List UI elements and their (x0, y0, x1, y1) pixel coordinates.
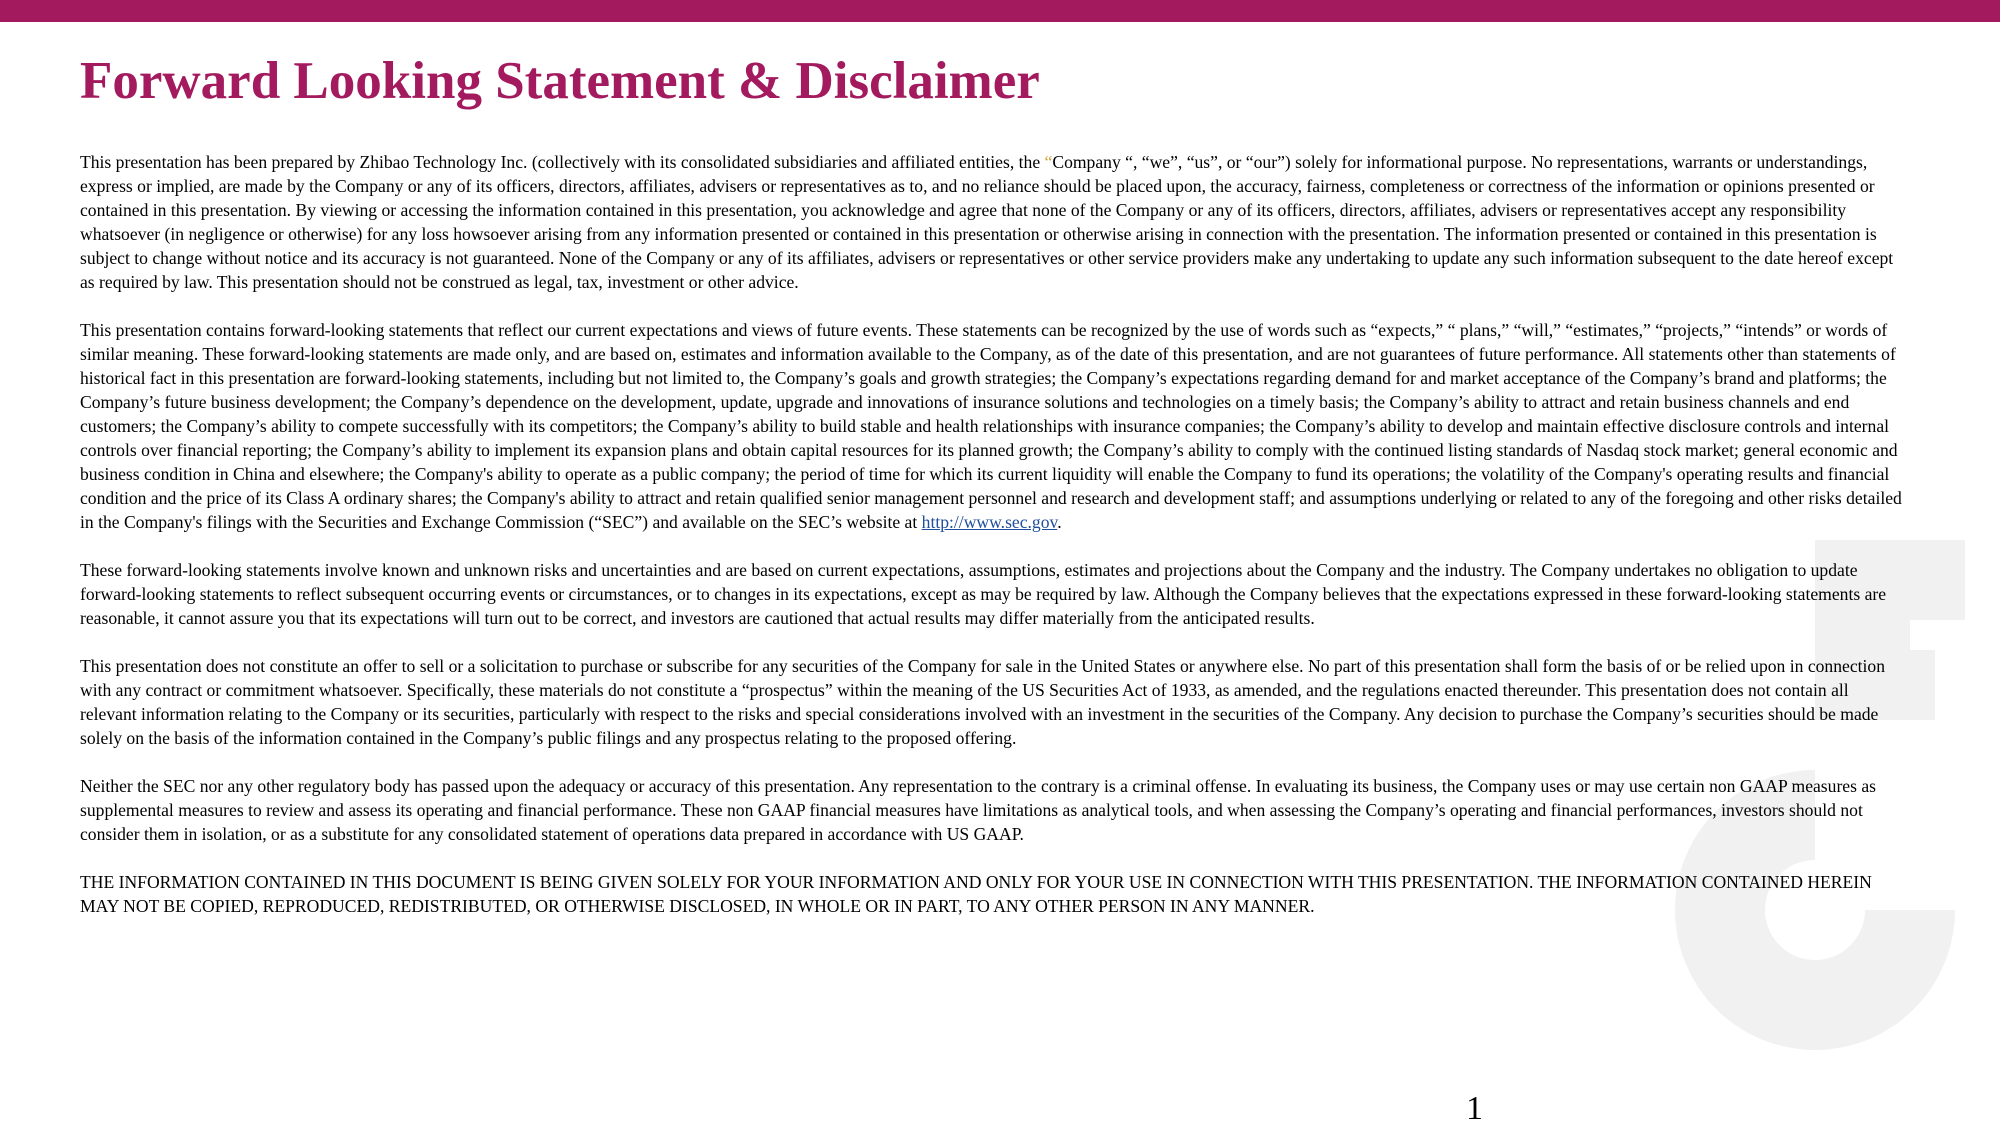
paragraph-text: Company “, “we”, “us”, or “our”) solely for informational purpose. No representations, warrants or understandings, express or implied, are made by the Company or any of its officers, directors, affiliates, advisers or representatives as to, and no reliance should be placed upon, the accuracy, fairness, completeness or correctness of the information or opinions presented or contained in this presentation. By viewing or accessing the information contained in this presentation, you acknowledge and agree that none of the Company or any of its officers, directors, affiliates, advisers or representatives accept any responsibility whatsoever (in negligence or otherwise) for any loss howsoever arising from any information presented or contained in this presentation or otherwise arising in connection with the presentation. The information presented or contained in this presentation is subject to change without notice and its accuracy is not guaranteed. None of the Company or any of its affiliates, advisers or representatives or other service providers make any undertaking to update any such information subsequent to the date hereof except as required by law. This presentation should not be construed as legal, tax, investment or other advice. (80, 152, 1894, 292)
page-number: 1 (1466, 1090, 1483, 1127)
disclaimer-paragraph-2 (80, 318, 1902, 534)
paragraph-text: . (1057, 512, 1062, 532)
disclaimer-paragraph-5: Neither the SEC nor any other regulatory body has passed upon the adequacy or accuracy of this presentation. Any representation to the contrary is a criminal offense. In evaluating its business, the Company uses or may use certain non GAAP measures as supplemental measures to review and assess its operating and financial performance. These non GAAP financial measures have limitations as analytical tools, and when assessing the Company’s operating and financial performances, investors should not consider them in isolation, or as a substitute for any consolidated statement of operations data prepared in accordance with US GAAP. (80, 776, 1877, 844)
paragraph-text: This presentation has been prepared by Zhibao Technology Inc. (collectively with its consolidated subsidiaries and affiliated entities, the (80, 152, 1045, 172)
top-accent-bar (0, 0, 2000, 22)
disclaimer-body (80, 150, 1902, 942)
disclaimer-paragraph-6: THE INFORMATION CONTAINED IN THIS DOCUMENT IS BEING GIVEN SOLELY FOR YOUR INFORMATION AND ONLY FOR YOUR USE IN CONNECTION WITH THIS PRESENTATION. THE INFORMATION CONTAINED HEREIN MAY NOT BE COPIED, REPRODUCED, REDISTRIBUTED, OR OTHERWISE DISCLOSED, IN WHOLE OR IN PART, TO ANY OTHER PERSON IN ANY MANNER. (80, 872, 1872, 916)
page-title: Forward Looking Statement & Disclaimer (80, 52, 1040, 110)
disclaimer-paragraph-1 (80, 150, 1902, 294)
paragraph-text: This presentation contains forward-looking statements that reflect our current expectations and views of future events. These statements can be recognized by the use of words such as “expects,” “ plans,” “will,” “estimates,” “projects,” “intends” or words of similar meaning. These forward-looking statements are made only, and are based on, estimates and information available to the Company, as of the date of this presentation, and are not guarantees of future performance. All statements other than statements of historical fact in this presentation are forward-looking statements, including but not limited to, the Company’s goals and growth strategies; the Company’s expectations regarding demand for and market acceptance of the Company’s brand and platforms; the Company’s future business development; the Company’s dependence on the development, update, upgrade and innovations of insurance solutions and technologies on a timely basis; the Company’s ability to attract and retain business channels and end customers; the Company’s ability to compete successfully with its competitors; the Company’s ability to build stable and health relationships with insurance companies; the Company’s ability to develop and maintain effective disclosure controls and internal controls over financial reporting; the Company’s ability to implement its expansion plans and obtain capital resources for its planned growth; the Company’s ability to comply with the continued listing standards of Nasdaq stock market; general economic and business condition in China and elsewhere; the Company's ability to operate as a public company; the period of time for which its current liquidity will enable the Company to fund its operations; the volatility of the Company's operating results and financial condition and the price of its Class A ordinary shares; the Company's ability to attract and retain qualified senior management personnel and research and development staff; and assumptions underlying or related to any of the foregoing and other risks detailed in the Company's filings with the Securities and Exchange Commission (“SEC”) and available on the SEC’s website at (80, 320, 1902, 532)
disclaimer-paragraph-4: This presentation does not constitute an offer to sell or a solicitation to purchase or subscribe for any securities of the Company for sale in the United States or anywhere else. No part of this presentation shall form the basis of or be relied upon in connection with any contract or commitment whatsoever. Specifically, these materials do not constitute a “prospectus” within the meaning of the US Securities Act of 1933, as amended, and the regulations enacted thereunder. This presentation does not contain all relevant information relating to the Company or its securities, particularly with respect to the risks and special considerations involved with an investment in the securities of the Company. Any decision to purchase the Company’s securities should be made solely on the basis of the information contained in the Company’s public filings and any prospectus relating to the proposed offering. (80, 656, 1886, 748)
quote-mark: “ (1044, 152, 1053, 172)
sec-website-link[interactable]: http://www.sec.gov (921, 512, 1058, 532)
disclaimer-paragraph-3: These forward-looking statements involve known and unknown risks and uncertainties and are based on current expectations, assumptions, estimates and projections about the Company and the industry. The Company undertakes no obligation to update forward-looking statements to reflect subsequent occurring events or circumstances, or to changes in its expectations, except as may be required by law. Although the Company believes that the expectations expressed in these forward-looking statements are reasonable, it cannot assure you that its expectations will turn out to be correct, and investors are cautioned that actual results may differ materially from the anticipated results. (80, 560, 1887, 628)
